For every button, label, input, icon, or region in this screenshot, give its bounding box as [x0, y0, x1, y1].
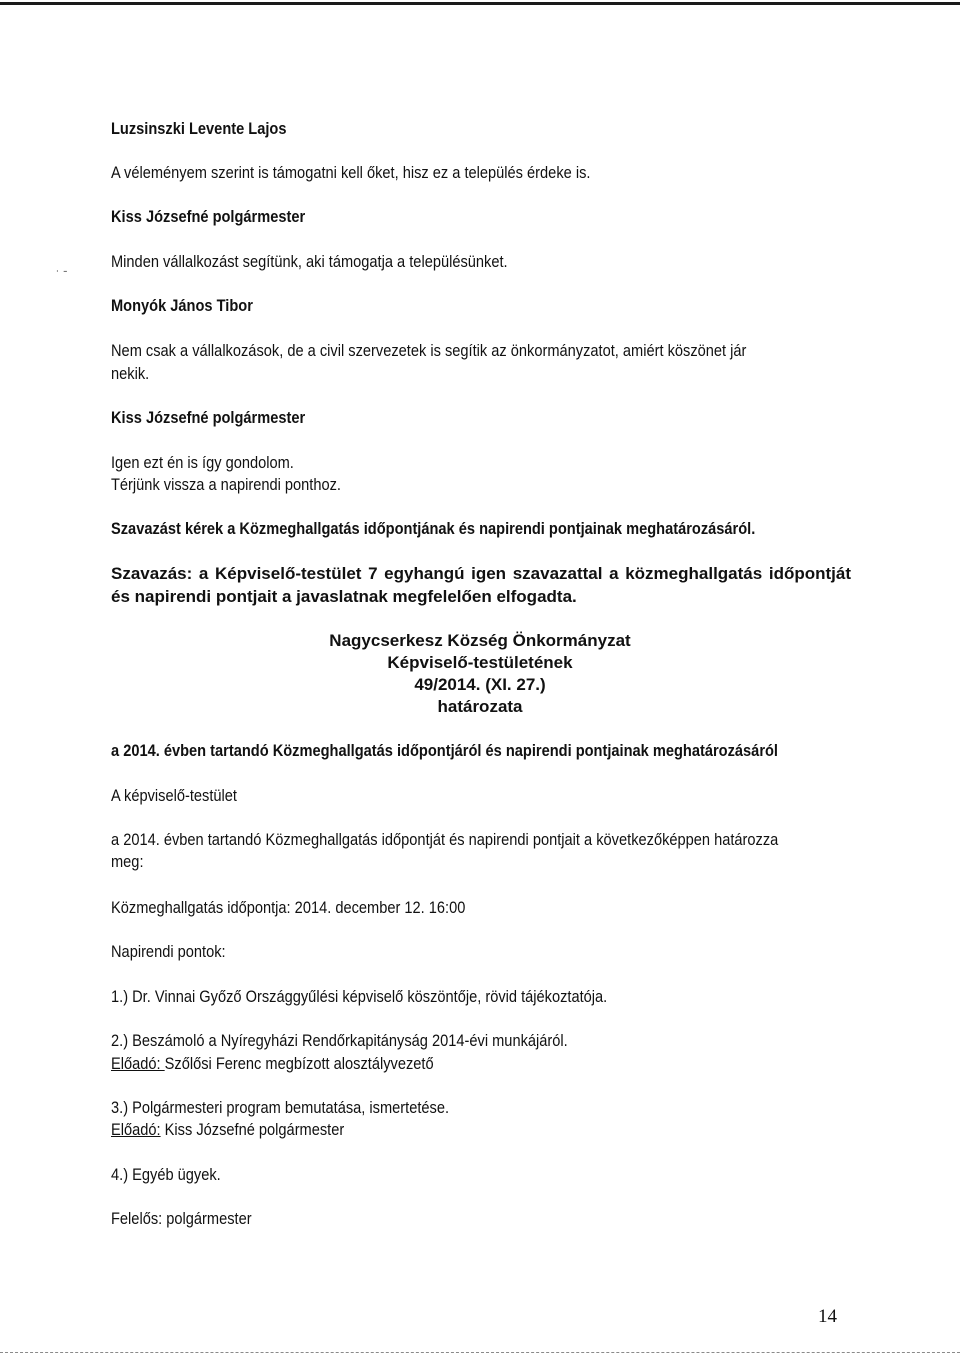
responsible-person: Felelős: polgármester: [111, 1209, 252, 1228]
speech-text: Térjünk vissza a napirendi ponthoz.: [111, 475, 341, 494]
speech-text: Igen ezt én is így gondolom.: [111, 453, 294, 472]
agenda-presenter: [111, 1053, 434, 1075]
hearing-date: Közmeghallgatás időpontja: 2014. december 12. 16:00: [111, 898, 466, 917]
page-number: 14: [818, 1306, 837, 1327]
agenda-item: 4.) Egyéb ügyek.: [111, 1165, 221, 1184]
resolution-number: 49/2014. (XI. 27.): [414, 675, 546, 694]
vote-result: Szavazás: a Képviselő-testület 7 egyhangú igen szavazattal a közmeghallgatás időpontját és napirendi pontjait a javaslatnak megfelelően elfogadta.: [111, 564, 851, 606]
resolution-issuer: Nagycserkesz Község Önkormányzat: [329, 631, 631, 650]
agenda-presenter: [111, 1119, 344, 1141]
agenda-item: 1.) Dr. Vinnai Győző Országgyűlési képviselő köszöntője, rövid tájékoztatója.: [111, 987, 608, 1006]
speech-text: Nem csak a vállalkozások, de a civil szervezetek is segítik az önkormányzatot, amiért köszönet jár: [111, 341, 747, 360]
scan-speck: ˙ ˉ: [56, 268, 68, 282]
speaker-name: Luzsinszki Levente Lajos: [111, 119, 287, 138]
speaker-name: Monyók János Tibor: [111, 296, 253, 315]
presenter-label: Előadó:: [111, 1054, 165, 1073]
agenda-item: 2.) Beszámoló a Nyíregyházi Rendőrkapitányság 2014-évi munkájáról.: [111, 1031, 568, 1050]
speech-text: Minden vállalkozást segítünk, aki támogatja a településünket.: [111, 252, 508, 271]
speech-text: nekik.: [111, 364, 150, 383]
decision-text: a 2014. évben tartandó Közmeghallgatás időpontját és napirendi pontjait a következőképpen határozza: [111, 830, 779, 849]
speaker-name: Kiss Józsefné polgármester: [111, 207, 306, 226]
resolution-label: határozata: [437, 697, 523, 716]
decision-text: meg:: [111, 852, 144, 871]
resolution-body: Képviselő-testületének: [387, 653, 573, 672]
scan-bottom-border: [0, 1352, 960, 1354]
agenda-item: 3.) Polgármesteri program bemutatása, ismertetése.: [111, 1098, 450, 1117]
resolution-subject: a 2014. évben tartandó Közmeghallgatás időpontjáról és napirendi pontjainak meghatározásáról: [111, 741, 778, 760]
presenter-name: Kiss Józsefné polgármester: [160, 1120, 345, 1139]
scan-top-border: [0, 2, 960, 5]
speaker-name: Kiss Józsefné polgármester: [111, 408, 306, 427]
speech-text: A véleményem szerint is támogatni kell őket, hisz ez a település érdeke is.: [111, 163, 591, 182]
body-label: A képviselő-testület: [111, 786, 237, 805]
agenda-label: Napirendi pontok:: [111, 942, 226, 961]
presenter-name: Szőlősi Ferenc megbízott alosztályvezető: [164, 1054, 434, 1073]
vote-request: Szavazást kérek a Közmeghallgatás időpontjának és napirendi pontjainak meghatározásáról.: [111, 519, 756, 538]
presenter-label: Előadó:: [111, 1120, 161, 1139]
